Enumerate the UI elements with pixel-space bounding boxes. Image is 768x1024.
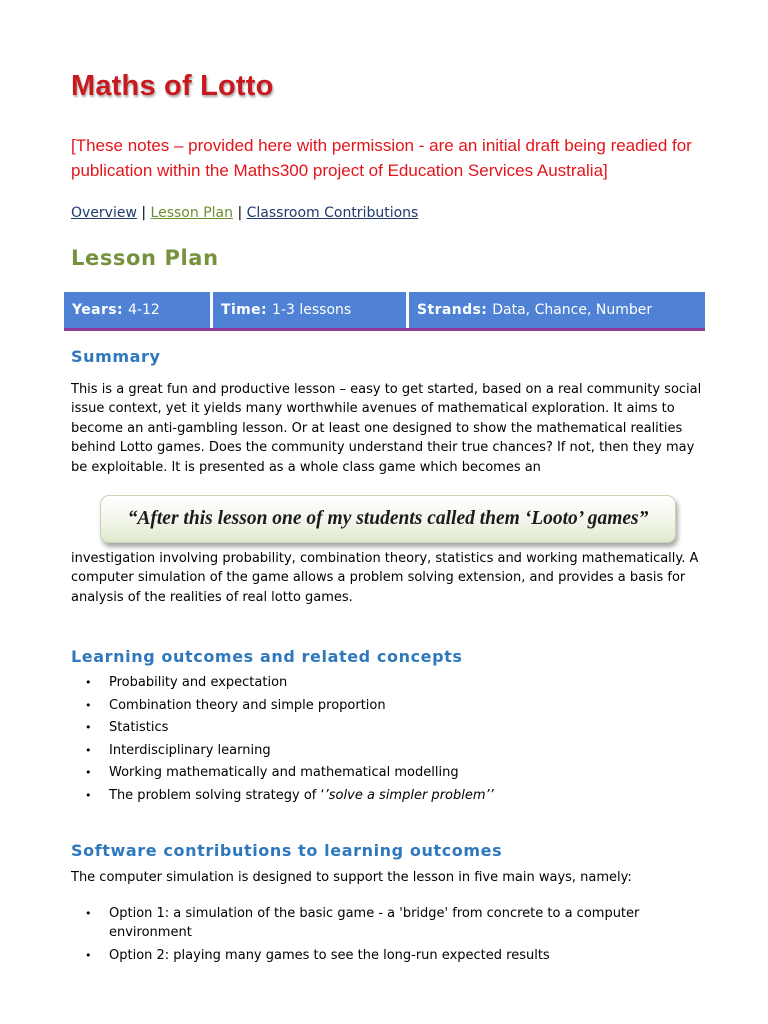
list-item-text: The problem solving strategy of ‘ — [109, 787, 325, 803]
summary-heading: Summary — [71, 347, 161, 366]
pull-quote: “After this lesson one of my students called them ‘Looto’ games” — [100, 495, 676, 543]
meta-years — [64, 292, 210, 328]
software-heading: Software contributions to learning outcomes — [71, 841, 503, 860]
nav-link-classroom-contributions[interactable]: Classroom Contributions — [246, 205, 419, 221]
list-item — [71, 786, 669, 809]
meta-time-label: Time: — [221, 302, 268, 318]
list-item-emphasis: ’solve a simpler problem’’ — [324, 787, 494, 803]
software-intro: The computer simulation is designed to support the lesson in five main ways, namely: — [71, 870, 632, 885]
nav-link-lesson-plan[interactable]: Lesson Plan — [150, 205, 233, 221]
summary-paragraph-continued: investigation involving probability, combination theory, statistics and working mathematically. A computer simulation of the game allows a problem solving extension, and provides a basis for analysis of the realities of real lotto games. — [71, 551, 699, 605]
meta-strands-label: Strands: — [417, 302, 488, 318]
meta-time — [213, 292, 406, 328]
nav-link-overview[interactable]: Overview — [71, 205, 137, 221]
summary-paragraph: This is a great fun and productive lesson – easy to get started, based on a real community social issue context, yet it yields many worthwhile avenues of mathematical exploration. It aims to become an anti-gambling lesson. Or at least one designed to show the mathematical realities behind Lotto games. Does the community understand their true chances? If not, then they may be exploitable. It is presented as a whole class game which becomes an — [71, 382, 702, 475]
outcomes-heading: Learning outcomes and related concepts — [71, 647, 463, 666]
meta-years-label: Years: — [72, 302, 124, 318]
page-title: Maths of Lotto — [71, 70, 274, 102]
page-nav — [71, 205, 418, 221]
nav-separator: | — [237, 205, 243, 221]
list-item: • Combination theory and simple proportion — [71, 696, 669, 719]
lesson-plan-heading: Lesson Plan — [71, 246, 219, 270]
permission-note: [These notes – provided here with permission - are an initial draft being readied for publication within the Maths300 project of Education Services Australia] — [71, 136, 692, 180]
nav-separator: | — [141, 205, 147, 221]
list-item: • Probability and expectation — [71, 673, 669, 696]
lesson-meta-bar — [64, 292, 705, 331]
meta-strands-value: Data, Chance, Number — [492, 302, 653, 318]
meta-strands — [409, 292, 705, 328]
meta-years-value: 4-12 — [128, 302, 160, 318]
outcomes-list — [71, 673, 669, 809]
list-item: • Statistics — [71, 718, 669, 741]
list-item: • Option 2: playing many games to see the long-run expected results — [71, 946, 669, 965]
list-item: • Working mathematically and mathematical modelling — [71, 763, 669, 786]
software-list — [71, 904, 669, 969]
list-item: • Interdisciplinary learning — [71, 741, 669, 764]
meta-time-value: 1-3 lessons — [272, 302, 352, 318]
list-item: • Option 1: a simulation of the basic game - a 'bridge' from concrete to a computer environment — [71, 904, 669, 942]
